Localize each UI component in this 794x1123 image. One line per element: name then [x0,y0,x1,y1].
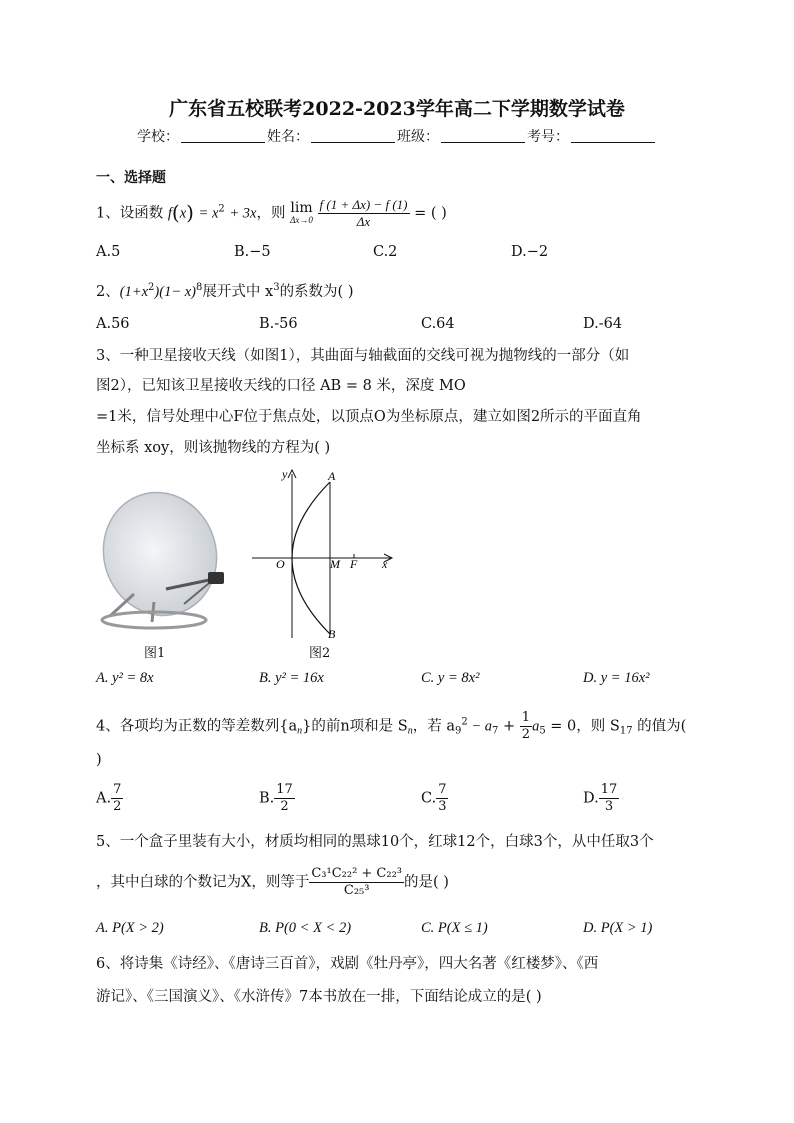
figure-2-caption: 图2 [309,646,331,661]
q4-option-c[interactable]: C. $\frac{7}{3}$ [421,782,447,814]
q6-line-1: 6、将诗集《诗经》、《唐诗三百首》，戏剧《牡丹亭》，四大名著《红楼梦》、《西 [96,956,599,972]
q3-option-b[interactable]: B. y² = 16x [259,670,324,686]
name-label: 姓名： [267,129,309,145]
q5-line-1: 5、一个盒子里装有大小，材质均相同的黑球10个，红球12个，白球3个，从中任取3个 [96,834,654,850]
q2-option-d[interactable]: D.-64 [583,316,623,332]
label-f: F [350,557,358,571]
q2-option-b[interactable]: B.-56 [259,316,298,332]
q5-option-c[interactable]: C. P(X ≤ 1) [421,920,488,936]
school-label: 学校： [137,129,179,145]
q1-then: ，则 [256,205,286,222]
q1-f: f [167,205,172,222]
q2-option-c[interactable]: C.64 [421,316,455,332]
q3-line-3: =1米，信号处理中心F位于焦点处，以顶点O为坐标原点，建立如图2所示的平面直角 [96,409,642,425]
q4-option-b[interactable]: B. $\frac{17}{2}$ [259,782,293,814]
q1-fraction: $\frac{f (1 + \Delta x) - f (1)}{\Delta x}$ [319,197,408,229]
q1-sq: 2 [218,203,225,215]
q1-limit: lim Δx→0 [290,199,313,225]
q5-option-d[interactable]: D. P(X > 1) [583,920,653,936]
label-b: B [328,627,336,640]
student-info-line [0,126,794,146]
q1-option-b[interactable]: B.−5 [234,244,271,260]
q1-tail: = ( ) [414,205,447,222]
name-blank[interactable] [311,128,395,143]
q5-option-a[interactable]: A. P(X > 2) [96,920,164,936]
q1-text: 1、设函数 [96,205,164,222]
q1-x: x [179,205,187,222]
q3-option-c[interactable]: C. y = 8x² [421,670,480,686]
q5-option-b[interactable]: B. P(0 < X < 2) [259,920,352,936]
q1-option-a[interactable]: A.5 [96,244,121,260]
question-1: 1、设函数 $f(x) = x^2 + 3x$，则 lim Δx→0 $\frac{f (1 + \Delta x) - f (1)}{\Delta x}$ = ( ) [96,197,447,229]
question-2: 2、$(1+x^2)(1- x)^8$展开式中 $x^3$的系数为( ) [96,282,354,300]
q4-line-2: ) [96,752,102,768]
q1-eq: = x [198,205,219,222]
q3-line-4: 坐标系 xoy，则该抛物线的方程为( ) [96,440,331,456]
q3-line-2: 图2），已知该卫星接收天线的口径 AB = 8 米，深度 MO [96,378,466,394]
class-label: 班级： [397,129,439,145]
q3-option-a[interactable]: A. y² = 8x [96,670,154,686]
label-x: x [382,557,388,571]
class-blank[interactable] [441,128,525,143]
question-4: 4、各项均为正数的等差数列$\{a_n\}$的前n项和是 $S_n$，若 $a_9^2 - a_7$ + $\frac{1}{2}$ $a_5 = 0$，则 $S_{17}$ 的值为( [96,710,687,742]
label-o: O [276,557,285,571]
q5-fraction: $\frac{\text{C₃¹C₂₂² + C₂₂³}}{\text{C₂₅³}}$ [311,866,403,898]
q1-option-c[interactable]: C.2 [373,244,398,260]
label-a: A [328,469,336,483]
label-y: y [282,467,288,481]
q3-option-d[interactable]: D. y = 16x² [583,670,650,686]
exam-title: 广东省五校联考2022-2023学年高二下学期数学试卷 [169,98,625,120]
satellite-dish-figure [94,484,244,634]
q1-option-d[interactable]: D.−2 [511,244,549,260]
q1-rest: + 3x [229,205,257,222]
q6-line-2: 游记》、《三国演义》、《水浒传》7本书放在一排，下面结论成立的是( ) [96,989,542,1005]
q4-half: $\frac{1}{2}$ [521,710,531,742]
q2-option-a[interactable]: A.56 [96,316,130,332]
parabola-diagram [248,462,398,640]
q5-line-2: ，其中白球的个数记为X，则等于 $\frac{\text{C₃¹C₂₂² + C₂₂³}}{\text{C₂₅³}}$ 的是( ) [96,866,449,898]
section-heading: 一、选择题 [96,170,166,186]
school-blank[interactable] [181,128,265,143]
number-blank[interactable] [571,128,655,143]
figure-1-caption: 图1 [144,646,166,661]
label-m: M [330,557,340,571]
q4-option-d[interactable]: D. $\frac{17}{3}$ [583,782,618,814]
q4-option-a[interactable]: A. $\frac{7}{2}$ [96,782,122,814]
number-label: 考号： [527,129,569,145]
q3-line-1: 3、一种卫星接收天线（如图1），其曲面与轴截面的交线可视为抛物线的一部分（如 [96,348,630,364]
